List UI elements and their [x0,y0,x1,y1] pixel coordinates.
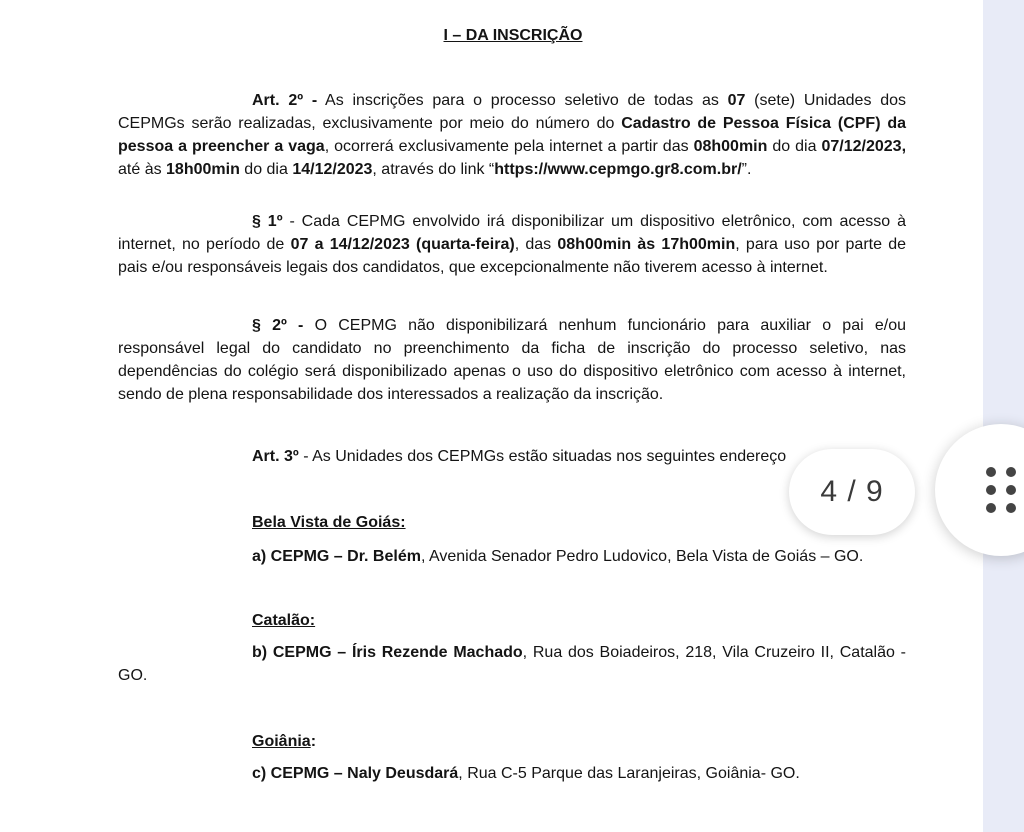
dots-grid-icon [985,466,1017,514]
art2-bold: 07 [727,92,746,109]
article-2 [118,89,906,181]
city-bela-vista: Bela Vista de Goiás: [252,514,406,531]
city-goiania-label: Goiânia [252,733,311,750]
par1-text: , das [514,236,558,253]
article-3 [118,445,818,468]
art2-link: https://www.cepmgo.gr8.com.br/ [494,161,742,178]
art2-text: , através do link “ [372,161,495,178]
art2-text: até às [118,161,167,178]
art2-bold: 08h00min [693,138,768,155]
art2-text: do dia [239,161,293,178]
art2-label: Art. 2º - [252,92,318,109]
art2-bold: 07/12/2023, [821,138,907,155]
city-goiania [252,730,316,753]
art2-bold: 18h00min [166,161,240,178]
art2-bold: Cadastro de Pessoa Física (CPF) da pessoa a preencher a vaga [118,115,907,155]
paragraph-2 [118,314,906,406]
par1-bold: 07 a 14/12/2023 (quarta-feira) [290,236,515,253]
par2-label: § 2º - [252,317,304,334]
city-goiania-colon: : [310,733,317,750]
art2-bold: 14/12/2023 [292,161,373,178]
art2-text: As inscrições para o processo seletivo de todas as [317,92,728,109]
art2-text: do dia [767,138,822,155]
unit-b-name: b) CEPMG – Íris Rezende Machado [252,644,523,661]
unit-a-name: a) CEPMG – Dr. Belém [252,548,421,565]
art3-label: Art. 3º [252,448,299,465]
city-catalao: Catalão: [252,612,316,629]
unit-c-address: , Rua C-5 Parque das Laranjeiras, Goiânia- GO. [458,765,800,782]
art2-text: , ocorrerá exclusivamente pela internet a partir das [324,138,694,155]
art2-text: ”. [741,161,752,178]
address-a [118,545,906,568]
par2-text: O CEPMG não disponibilizará nenhum funcionário para auxiliar o pai e/ou responsável legal do candidato no preenchimento da ficha de inscrição do processo seletivo, nas dependências do colégio será disponibilizado apenas o uso do dispositivo eletrônico com acesso à internet, sendo de plena responsabilidade dos interessados a realização da inscrição. [118,317,907,403]
par1-bold: 08h00min às 17h00min [557,236,736,253]
paragraph-1 [118,210,906,279]
address-c [118,762,906,785]
unit-c-name: c) CEPMG – Naly Deusdará [252,765,459,782]
unit-b-address: , Rua dos Boiadeiros, 218, Vila Cruzeiro II, Catalão - GO. [118,644,906,684]
par1-text: , para uso por parte de pais e/ou responsáveis legais dos candidatos, que excepcionalmente não tiverem acesso à internet. [118,236,907,276]
par1-label: § 1º [252,213,283,230]
page-indicator: 4 / 9 [789,449,915,535]
viewer-background-strip [983,0,1024,832]
par1-text: - Cada CEPMG envolvido irá disponibilizar um dispositivo eletrônico, com acesso à internet, no período de [118,213,906,253]
section-heading: I – DA INSCRIÇÃO [443,27,583,44]
art3-text: - As Unidades dos CEPMGs estão situadas nos seguintes endereço [298,448,787,465]
address-b [118,641,906,687]
art2-text: (sete) Unidades dos CEPMGs serão realizadas, exclusivamente por meio do número do [118,92,907,132]
unit-a-address: , Avenida Senador Pedro Ludovico, Bela Vista de Goiás – GO. [420,548,864,565]
